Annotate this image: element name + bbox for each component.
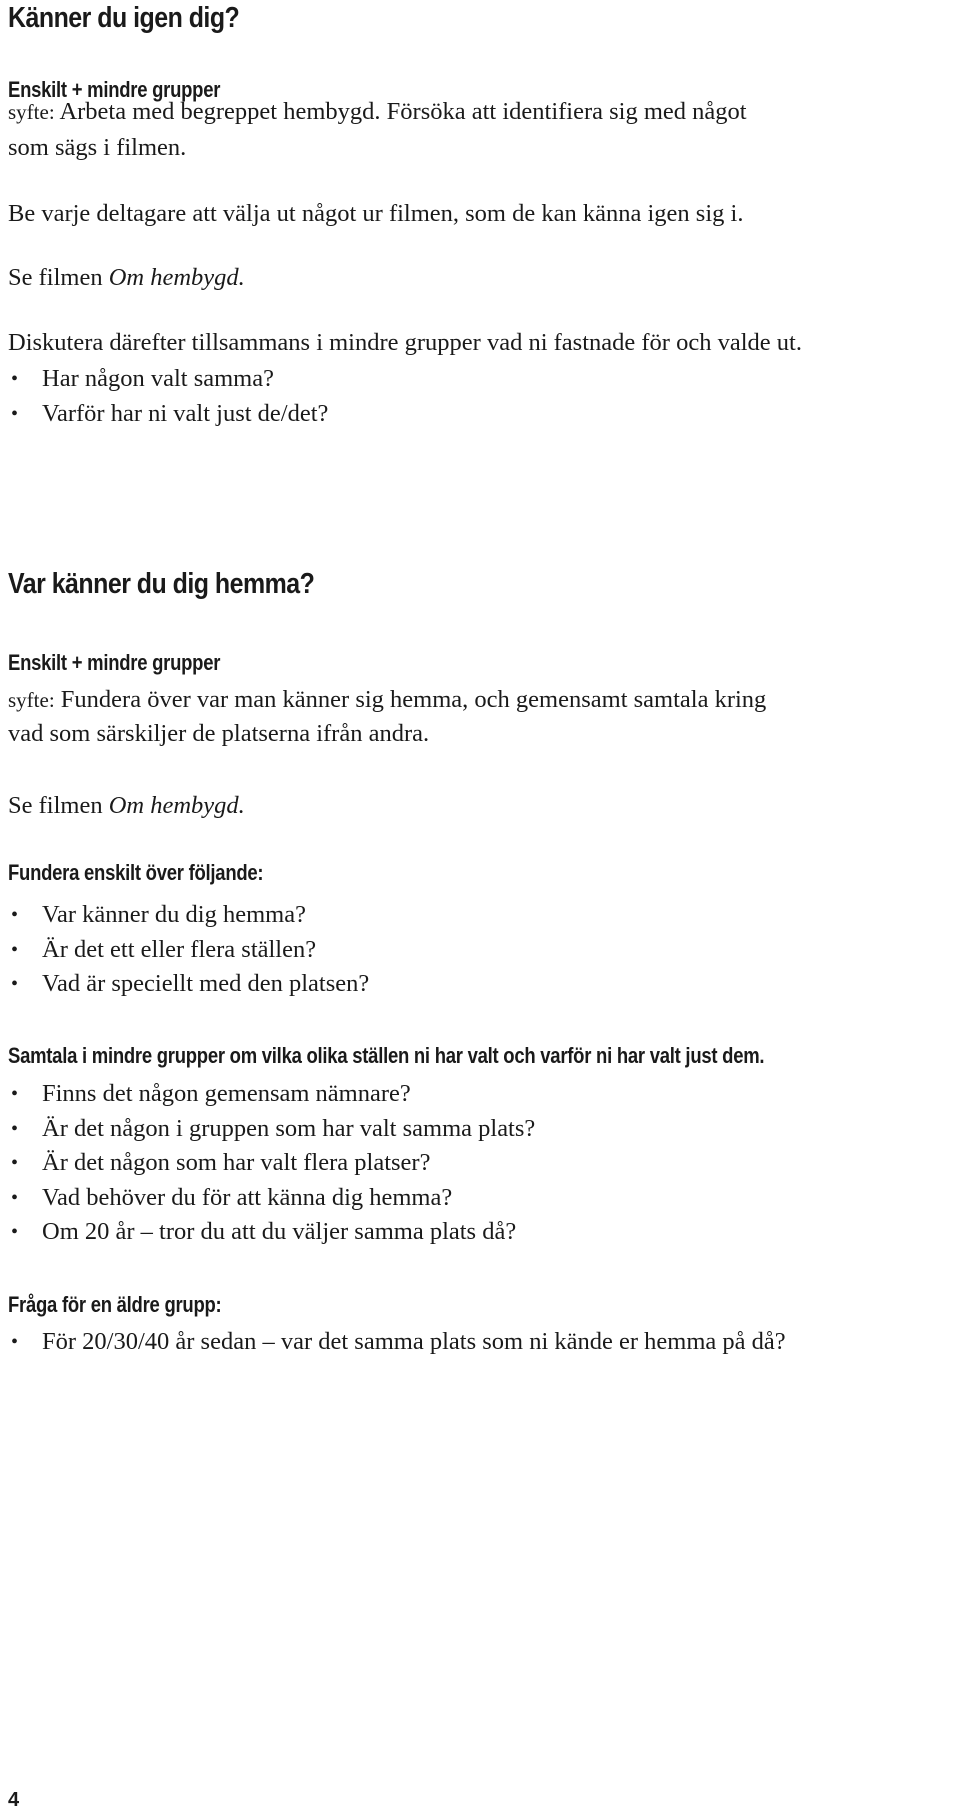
purpose-paragraph-recognize-line2: som sägs i filmen. [8,134,187,161]
bullet-dot-icon: • [11,1331,19,1353]
film-reference [8,260,245,296]
group-heading: Samtala i mindre grupper om vilka olika ställen ni har valt och varför ni har valt just dem. [8,1043,765,1068]
list-item: • Varför har ni valt just de/det? [8,397,328,432]
section-subtitle-recognize: Enskilt + mindre grupper [8,77,221,102]
list-item: • Är det någon som har valt flera platser? [8,1146,535,1181]
discuss-paragraph: Diskutera därefter tillsammans i mindre grupper vad ni fastnade för och valde ut. [8,329,802,356]
group-bullet-list [8,1077,535,1250]
bullet-dot-icon: • [11,1152,19,1174]
purpose-text: Fundera över var man känner sig hemma, och gemensamt samtala kring [60,686,767,713]
purpose-label: syfte: [8,688,55,712]
list-item: • Har någon valt samma? [8,362,328,397]
older-group-bullet-list [8,1325,786,1360]
discussion-bullet-list [8,362,328,431]
list-item: • Är det någon i gruppen som har valt samma plats? [8,1112,535,1147]
bullet-dot-icon: • [11,904,19,926]
section-subtitle-home: Enskilt + mindre grupper [8,650,221,675]
instruction-paragraph: Be varje deltagare att välja ut något ur filmen, som de kan känna igen sig i. [8,200,744,227]
list-item: • Var känner du dig hemma? [8,898,369,933]
bullet-dot-icon: • [11,1221,19,1243]
list-item: • Om 20 år – tror du att du väljer samma plats då? [8,1215,535,1250]
bullet-dot-icon: • [11,402,19,425]
individual-heading: Fundera enskilt över följande: [8,860,264,885]
bullet-dot-icon: • [11,1186,19,1209]
film-title: Om hembygd. [108,792,245,819]
film-prefix: Se filmen [8,792,103,819]
individual-bullet-list [8,898,369,1002]
film-title: Om hembygd. [108,264,245,291]
bullet-dot-icon: • [11,938,19,961]
film-prefix: Se filmen [8,264,103,291]
purpose-paragraph-home-line1 [8,682,766,718]
bullet-dot-icon: • [11,1083,19,1105]
bullet-dot-icon: • [11,368,19,390]
purpose-paragraph-home-line2: vad som särskiljer de platserna ifrån andra. [8,720,430,747]
film-reference [8,788,245,824]
bullet-dot-icon: • [11,973,19,995]
older-group-heading: Fråga för en äldre grupp: [8,1292,222,1317]
bullet-dot-icon: • [11,1117,19,1140]
section-title-recognize: Känner du igen dig? [8,2,240,34]
purpose-paragraph-recognize-line1 [8,94,747,130]
section-title-home: Var känner du dig hemma? [8,568,315,600]
purpose-text: Arbeta med begreppet hembygd. Försöka att identifiera sig med något [59,98,747,125]
page-number: 4 [8,1789,20,1811]
list-item: • Vad är speciellt med den platsen? [8,967,369,1002]
list-item: • Vad behöver du för att känna dig hemma? [8,1181,535,1216]
list-item: • Är det ett eller flera ställen? [8,933,369,968]
list-item: • Finns det någon gemensam nämnare? [8,1077,535,1112]
purpose-label: syfte: [8,100,55,124]
list-item: • För 20/30/40 år sedan – var det samma plats som ni kände er hemma på då? [8,1325,786,1360]
